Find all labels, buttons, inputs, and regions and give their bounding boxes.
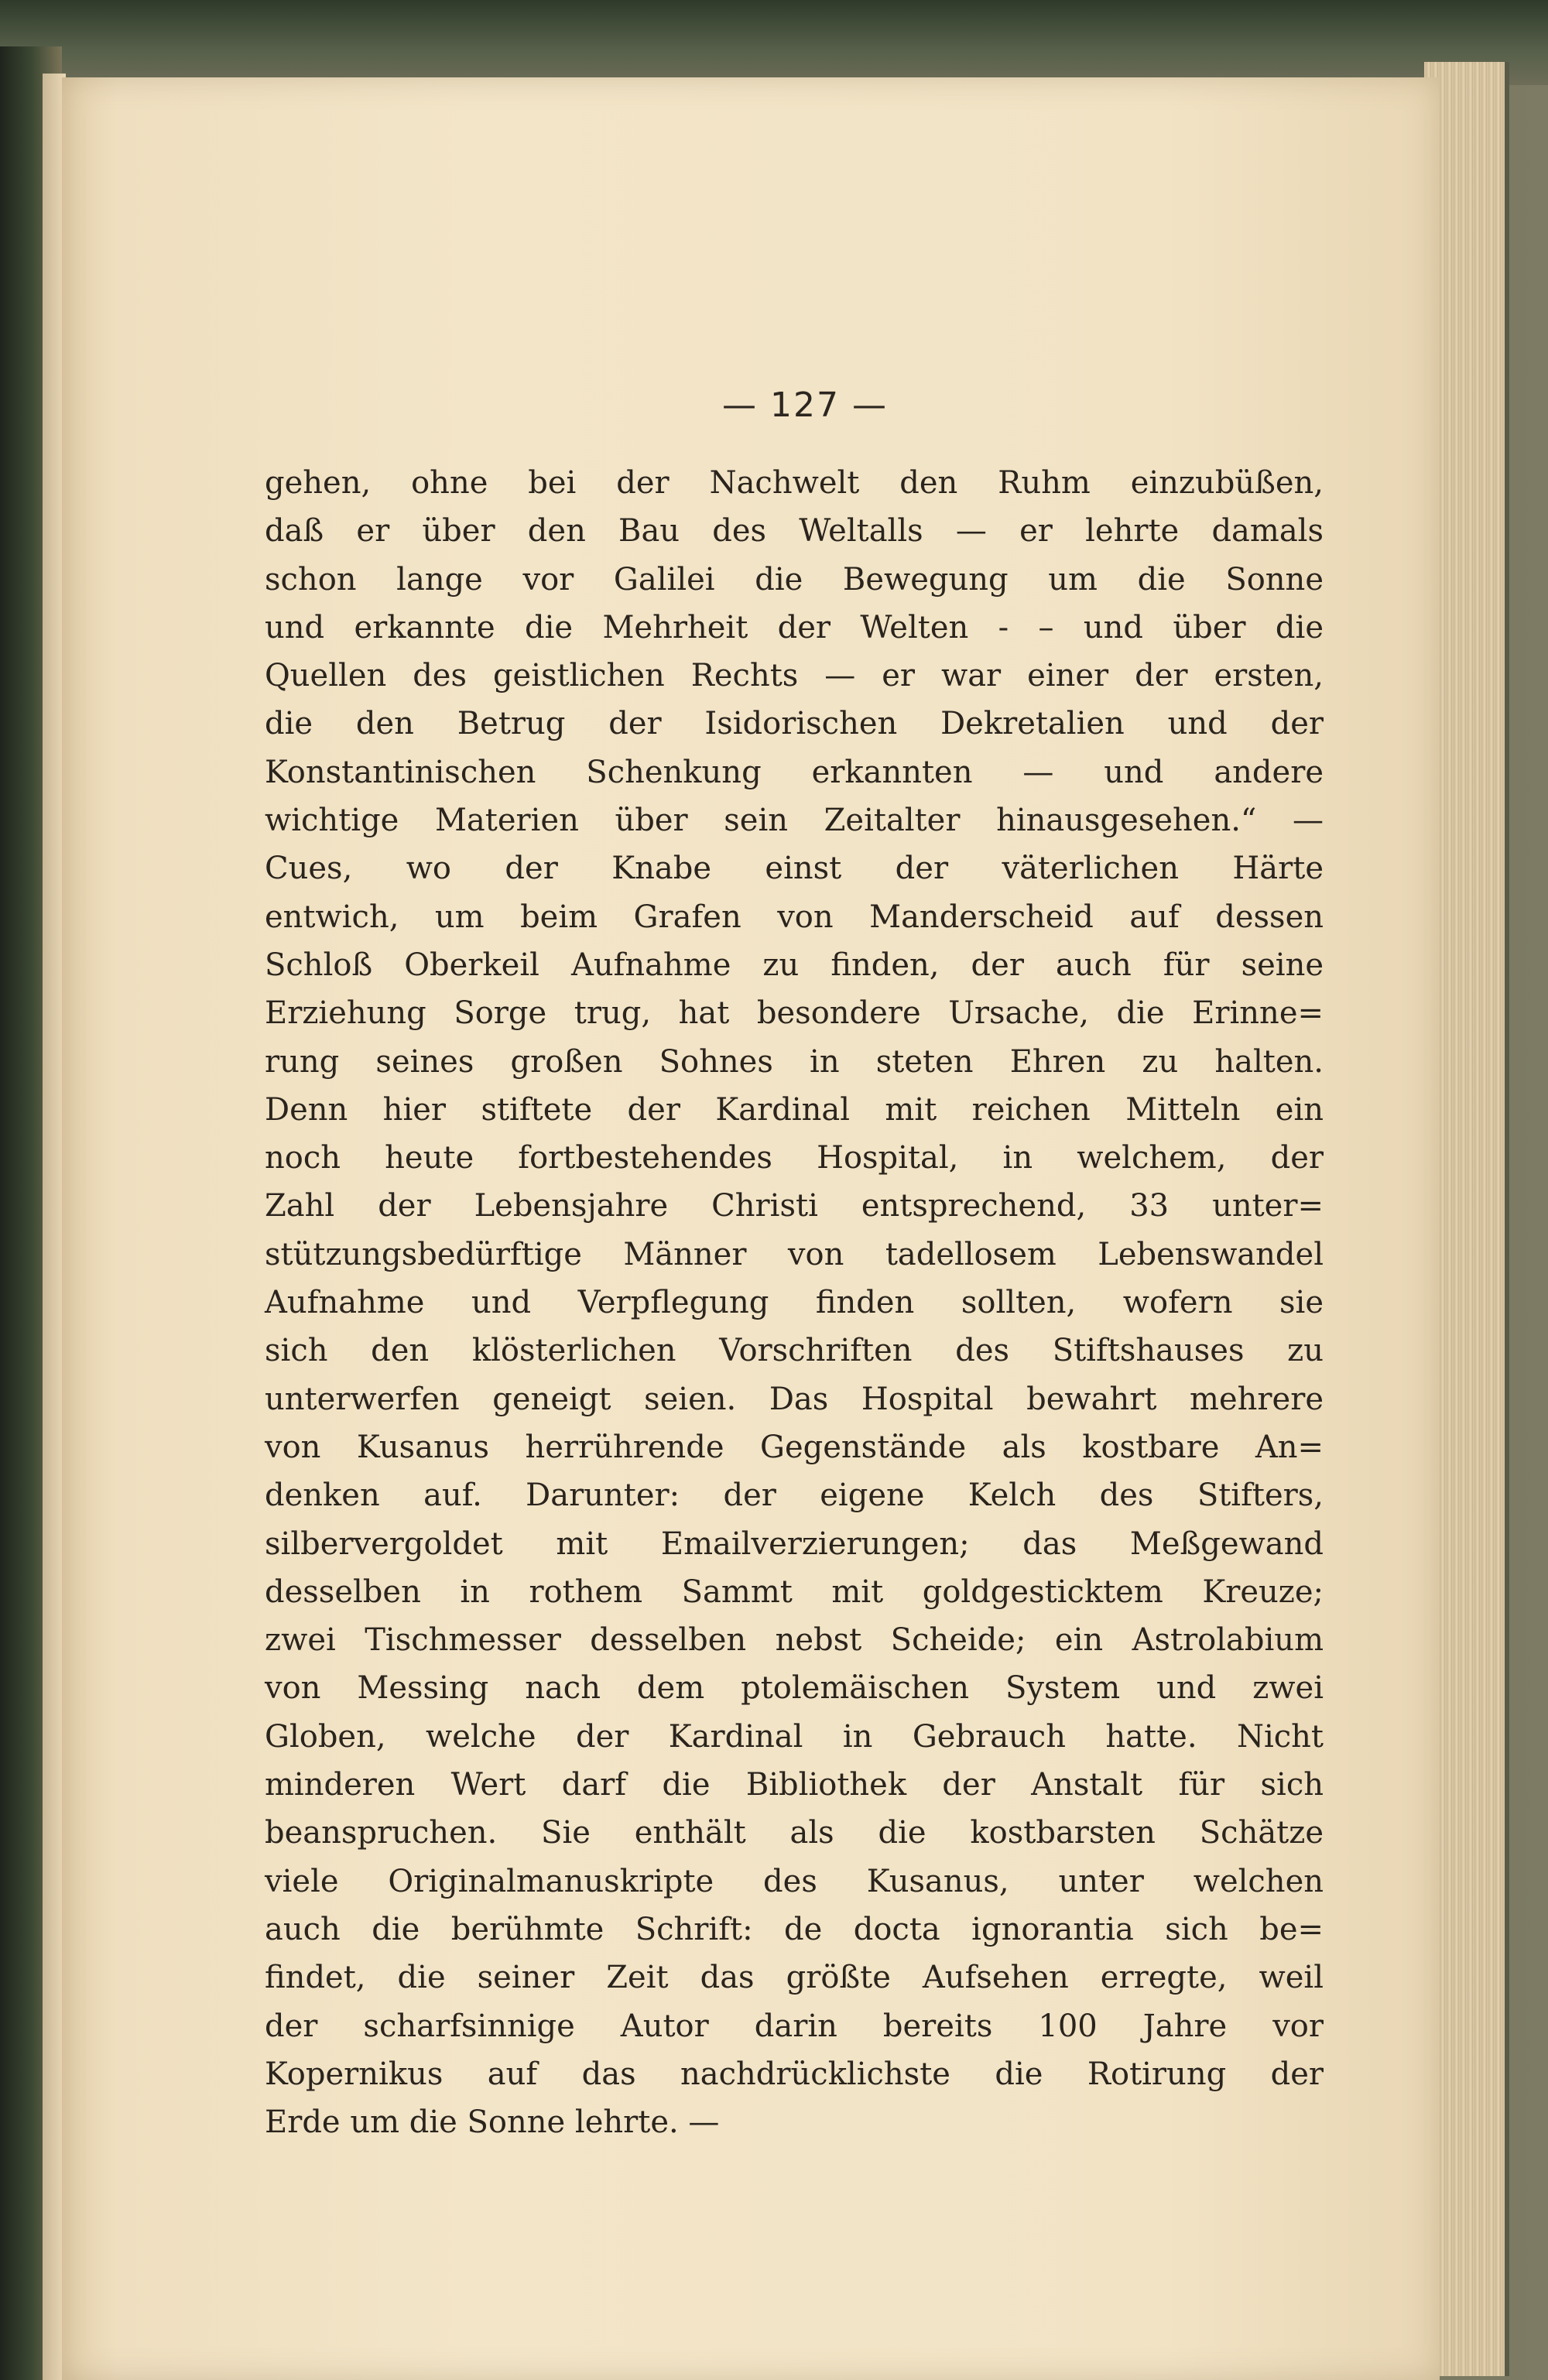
body-text (265, 459, 1324, 2146)
text-line: die den Betrug der Isidorischen Dekretalien und der (265, 706, 1324, 742)
text-line: daß er über den Bau des Weltalls — er lehrte damals (265, 513, 1324, 550)
text-line: schon lange vor Galilei die Bewegung um die Sonne (265, 561, 1324, 598)
text-line: desselben in rothem Sammt mit goldgesticktem Kreuze; (265, 1574, 1324, 1610)
text-line: zwei Tischmesser desselben nebst Scheide; ein Astrolabium (265, 1622, 1324, 1659)
text-line: noch heute fortbestehendes Hospital, in welchem, der (265, 1140, 1324, 1176)
text-line: stützungsbedürftige Männer von tadellosem Lebenswandel (265, 1236, 1324, 1272)
text-line: sich den klösterlichen Vorschriften des Stiftshauses zu (265, 1333, 1324, 1369)
text-line: Denn hier stiftete der Kardinal mit reichen Mitteln ein (265, 1091, 1324, 1128)
text-line: Schloß Oberkeil Aufnahme zu finden, der auch für seine (265, 947, 1324, 983)
text-line: Globen, welche der Kardinal in Gebrauch hatte. Nicht (265, 1718, 1324, 1755)
text-line: von Messing nach dem ptolemäischen System und zwei (265, 1670, 1324, 1707)
text-line: Zahl der Lebensjahre Christi entsprechend, 33 unter= (265, 1188, 1324, 1224)
text-line: unterwerfen geneigt seien. Das Hospital bewahrt mehrere (265, 1381, 1324, 1417)
text-line: auch die berühmte Schrift: de docta ignorantia sich be= (265, 1911, 1324, 1947)
text-line: Aufnahme und Verpflegung finden sollten, wofern sie (265, 1285, 1324, 1321)
book-page (62, 77, 1440, 2380)
text-line: Konstantinischen Schenkung erkannten — und andere (265, 754, 1324, 790)
text-line: gehen, ohne bei der Nachwelt den Ruhm einzubüßen, (265, 465, 1324, 501)
text-line: wichtige Materien über sein Zeitalter hinausgesehen.“ — (265, 803, 1324, 839)
text-line: der scharfsinnige Autor darin bereits 100 Jahre vor (265, 2008, 1324, 2044)
text-line: viele Originalmanuskripte des Kusanus, unter welchen (265, 1863, 1324, 1899)
text-line: Cues, wo der Knabe einst der väterlichen Härte (265, 851, 1324, 887)
text-line: Erziehung Sorge trug, hat besondere Ursache, die Erinne= (265, 995, 1324, 1032)
text-line: denken auf. Darunter: der eigene Kelch des Stifters, (265, 1478, 1324, 1514)
book-cover-edge (0, 0, 1548, 85)
text-line: silbervergoldet mit Emailverzierungen; das Meßgewand (265, 1526, 1324, 1562)
page-number: — 127 — (722, 385, 888, 425)
text-line: findet, die seiner Zeit das größte Aufsehen erregte, weil (265, 1960, 1324, 1996)
text-line: Kopernikus auf das nachdrücklichste die Rotirung der (265, 2056, 1324, 2092)
text-line: entwich, um beim Grafen von Manderscheid auf dessen (265, 899, 1324, 935)
text-line: und erkannte die Mehrheit der Welten - – und über die (265, 609, 1324, 646)
text-line: beanspruchen. Sie enthält als die kostbarsten Schätze (265, 1815, 1324, 1851)
text-line: Erde um die Sonne lehrte. — (265, 2104, 720, 2141)
text-line: minderen Wert darf die Bibliothek der Anstalt für sich (265, 1767, 1324, 1803)
text-line: von Kusanus herrührende Gegenstände als kostbare An= (265, 1429, 1324, 1465)
text-line: Quellen des geistlichen Rechts — er war einer der ersten, (265, 658, 1324, 694)
text-line: rung seines großen Sohnes in steten Ehren zu halten. (265, 1043, 1324, 1080)
